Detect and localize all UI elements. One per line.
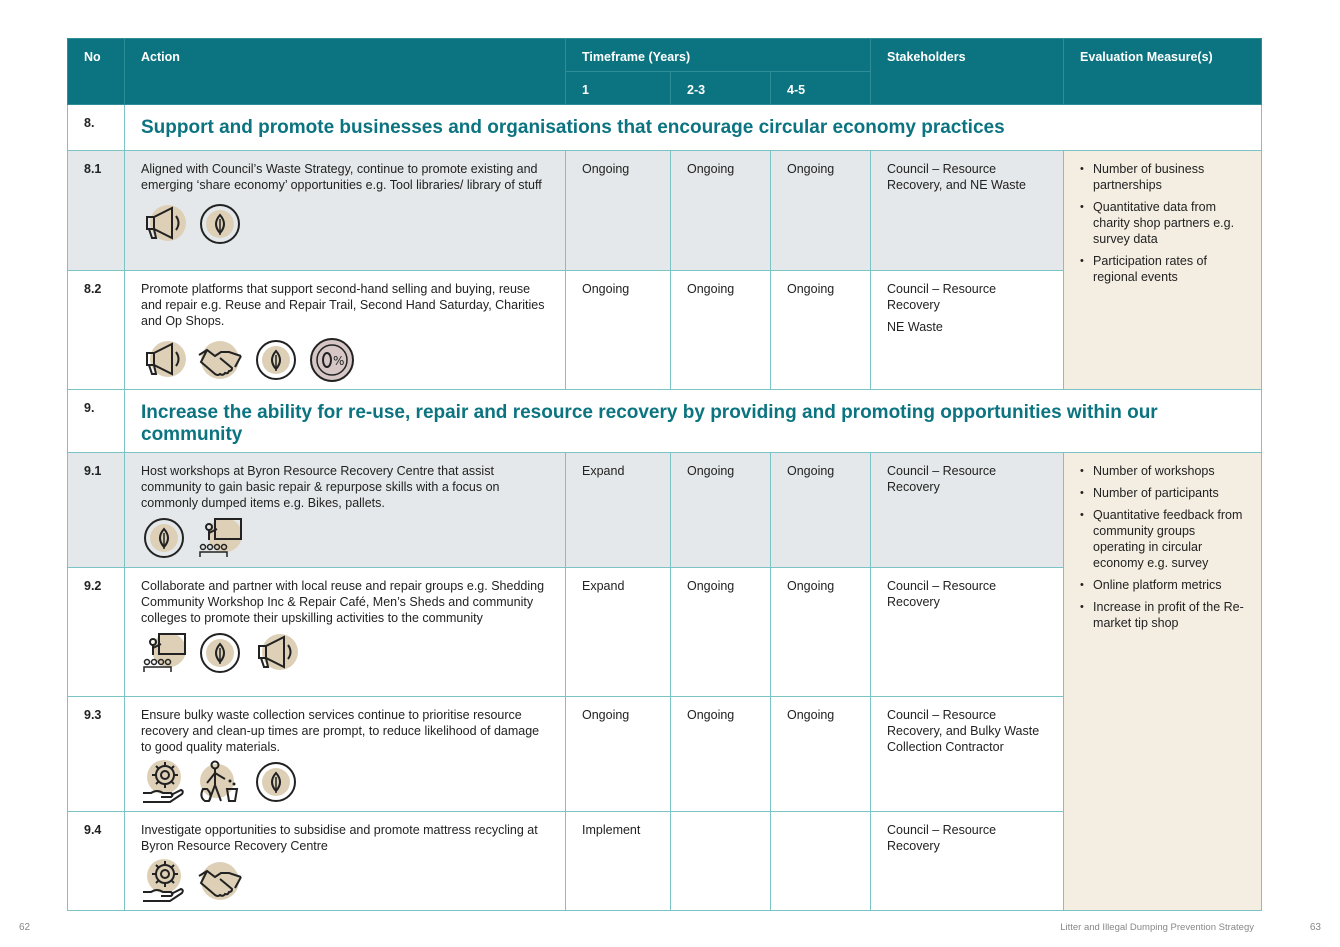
row-number: 8.1 [68, 151, 125, 271]
table-row-9-1 [68, 453, 1262, 568]
row-action [125, 568, 566, 697]
tf-year-4-5: Ongoing [771, 271, 871, 390]
icon-group [141, 759, 549, 805]
row-action [125, 271, 566, 390]
action-text: Aligned with Council’s Waste Strategy, continue to promote existing and emerging ‘share economy’ opportunities e.g. Tool libraries/ library of stuff [141, 162, 542, 192]
row-stakeholders [871, 151, 1064, 271]
row-action [125, 453, 566, 568]
icon-group [141, 630, 549, 676]
recycle-leaf-icon [253, 337, 299, 383]
recycle-leaf-icon [197, 630, 243, 676]
megaphone-icon [253, 630, 299, 676]
tf-year-1: Ongoing [566, 697, 671, 812]
stakeholder: Council – Resource Recovery [887, 464, 997, 494]
tf-year-2-3: Ongoing [671, 453, 771, 568]
row-stakeholders [871, 568, 1064, 697]
row-action [125, 812, 566, 911]
row-number: 9.1 [68, 453, 125, 568]
tf-year-2-3: Ongoing [671, 271, 771, 390]
recycle-leaf-icon [141, 515, 187, 561]
stakeholder: Council – Resource Recovery [887, 823, 997, 853]
recycle-leaf-icon [197, 201, 243, 247]
icon-group [141, 201, 549, 247]
action-text: Ensure bulky waste collection services continue to prioritise resource recovery and clean-up times are prompt, to reduce likelihood of damage to good quality materials. [141, 708, 540, 754]
tf-year-4-5: Ongoing [771, 697, 871, 812]
evaluation-item: • Number of business partnerships [1093, 161, 1245, 193]
gear-hand-icon [141, 858, 187, 904]
section-number: 8. [68, 105, 125, 151]
header-tf-1: 1 [566, 72, 671, 105]
row-stakeholders [871, 697, 1064, 812]
evaluation-cell-8 [1064, 151, 1262, 390]
section-row-8 [68, 105, 1262, 151]
stakeholder: Council – Resource Recovery [887, 282, 997, 312]
tf-year-1: Implement [566, 812, 671, 911]
action-text: Host workshops at Byron Resource Recovery Centre that assist community to gain basic repair & repurpose skills with a focus on commonly dumped items e.g. Bikes, pallets. [141, 464, 500, 510]
tf-year-2-3: Ongoing [671, 697, 771, 812]
handshake-icon [197, 337, 243, 383]
tf-year-1: Ongoing [566, 151, 671, 271]
evaluation-item: • Participation rates of regional events [1093, 253, 1245, 285]
stakeholder: Council – Resource Recovery [887, 579, 997, 609]
action-text: Collaborate and partner with local reuse and repair groups e.g. Shedding Community Workshop Inc & Repair Café, Men’s Sheds and community colleges to promote their upskilling activities to the community [141, 579, 545, 625]
row-number: 9.2 [68, 568, 125, 697]
document-title: Litter and Illegal Dumping Prevention Strategy [1060, 922, 1254, 933]
section-title: Increase the ability for re-use, repair and resource recovery by providing and promoting opportunities within our community [125, 390, 1262, 453]
row-stakeholders [871, 453, 1064, 568]
evaluation-item: • Quantitative feedback from community groups operating in circular economy e.g. survey [1093, 507, 1245, 571]
section-number: 9. [68, 390, 125, 453]
row-action [125, 697, 566, 812]
zero-percent-icon [309, 337, 355, 383]
row-stakeholders [871, 271, 1064, 390]
tf-year-2-3 [671, 812, 771, 911]
tf-year-4-5: Ongoing [771, 568, 871, 697]
header-tf-2-3: 2-3 [671, 72, 771, 105]
evaluation-item: • Quantitative data from charity shop partners e.g. survey data [1093, 199, 1245, 247]
gear-hand-icon [141, 759, 187, 805]
tf-year-4-5: Ongoing [771, 151, 871, 271]
icon-group [141, 515, 549, 561]
tf-year-1: Expand [566, 568, 671, 697]
presentation-icon [141, 630, 187, 676]
evaluation-item: • Online platform metrics [1093, 577, 1245, 593]
stakeholder: Council – Resource Recovery, and Bulky Waste Collection Contractor [887, 708, 1040, 754]
action-text: Investigate opportunities to subsidise and promote mattress recycling at Byron Resource Recovery Centre [141, 823, 538, 853]
litter-person-icon [197, 759, 243, 805]
row-number: 8.2 [68, 271, 125, 390]
tf-year-1: Expand [566, 453, 671, 568]
stakeholder: Council – Resource Recovery, and NE Waste [887, 162, 1026, 192]
presentation-icon [197, 515, 243, 561]
icon-group [141, 337, 549, 383]
tf-year-4-5 [771, 812, 871, 911]
icon-group [141, 858, 549, 904]
action-table [67, 38, 1262, 911]
header-evaluation: Evaluation Measure(s) [1064, 39, 1262, 105]
row-action [125, 151, 566, 271]
tf-year-2-3: Ongoing [671, 568, 771, 697]
section-row-9 [68, 390, 1262, 453]
row-number: 9.4 [68, 812, 125, 911]
section-title: Support and promote businesses and organisations that encourage circular economy practices [125, 105, 1262, 151]
recycle-leaf-icon [253, 759, 299, 805]
page-number-left: 62 [19, 922, 31, 933]
row-number: 9.3 [68, 697, 125, 812]
header-action: Action [125, 39, 566, 105]
header-stakeholders: Stakeholders [871, 39, 1064, 105]
evaluation-item: • Number of workshops [1093, 463, 1245, 479]
evaluation-item: • Increase in profit of the Re-market tip shop [1093, 599, 1245, 631]
header-timeframe: Timeframe (Years) [566, 39, 871, 72]
action-text: Promote platforms that support second-hand selling and buying, reuse and repair e.g. Reuse and Repair Trail, Second Hand Saturday, Charities and Op Shops. [141, 282, 545, 328]
page-number-right: 63 [1309, 922, 1321, 933]
stakeholder: NE Waste [887, 320, 943, 334]
tf-year-2-3: Ongoing [671, 151, 771, 271]
tf-year-4-5: Ongoing [771, 453, 871, 568]
megaphone-icon [141, 201, 187, 247]
header-tf-4-5: 4-5 [771, 72, 871, 105]
evaluation-cell-9 [1064, 453, 1262, 911]
header-no: No [68, 39, 125, 105]
svg-text:%: % [333, 354, 345, 368]
evaluation-item: • Number of participants [1093, 485, 1245, 501]
row-stakeholders [871, 812, 1064, 911]
tf-year-1: Ongoing [566, 271, 671, 390]
megaphone-icon [141, 337, 187, 383]
table-row-8-1 [68, 151, 1262, 271]
handshake-icon [197, 858, 243, 904]
